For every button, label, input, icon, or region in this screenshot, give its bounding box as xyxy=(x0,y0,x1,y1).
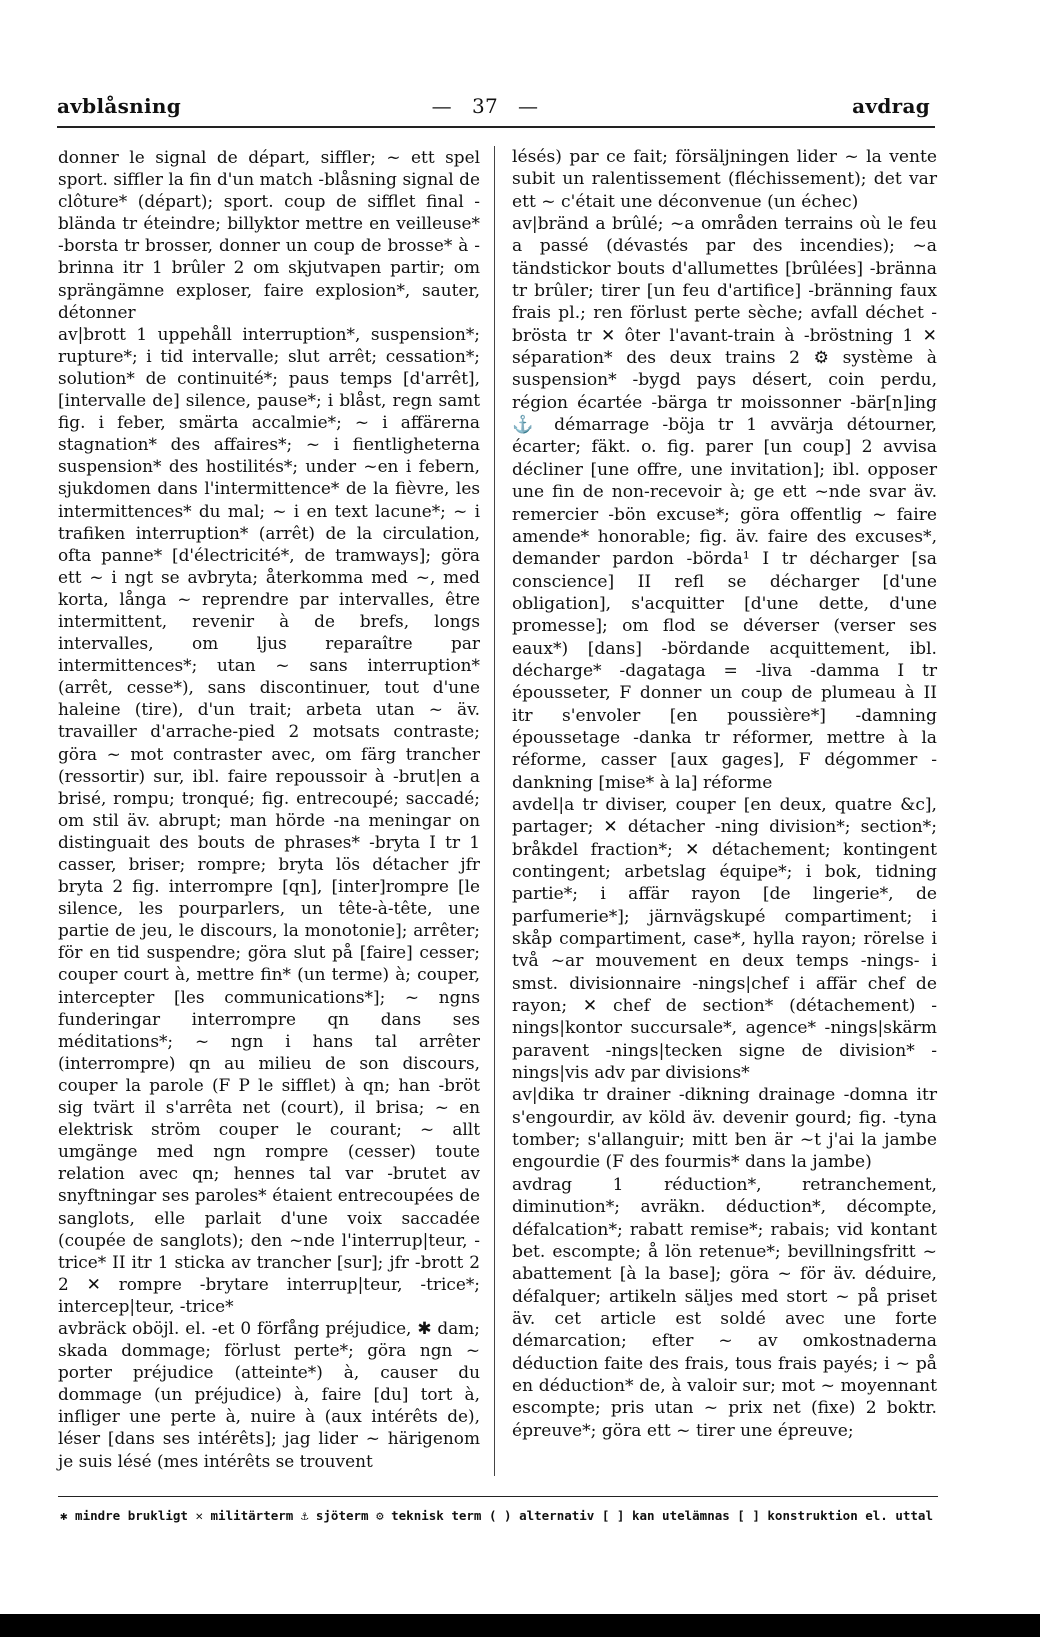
entry-avbrack: avbräck oböjl. el. -et 0 förfång préjudice, ✱ dam; skada dommage; förlust perte*; göra ngn ~ porter préjudice (atteinte*) à, causer du dommage (un préjudice) à, faire [du] tort à, infliger une perte à, nuire à (aux intérêts de), léser [dans ses intérêts]; jag lider ~ härigenom je suis lésé (mes intérêts se trouvent xyxy=(58,1317,480,1471)
entry-avbrack-cont: lésés) par ce fait; försäljningen lider ~ la vente subit un ralentissement (fléchissement); det var ett ~ c'était une déconvenue (un échec) xyxy=(512,147,937,212)
column-divider xyxy=(494,146,495,1476)
header-dash-right: — xyxy=(518,94,539,118)
entry-avbrott: av|brott 1 uppehåll interruption*, suspension*; rupture*; i tid intervalle; slut arrêt; cessation*; solution* de continuité*; paus temps [d'arrêt], [intervalle de] silence, pause*; i blåst, regn samt fig. i feber, smärta accalmie*; ~ i affärerna stagnation* des affaires*; ~ i fientligheterna suspension* des hostilités*; under ~en i febern, sjukdomen dans l'intermittence* de la fièvre, les intermittences* du mal; ~ i en text lacune*; ~ i trafiken interruption* (arrêt) de la circulation, ofta panne* [d'électricité*, de tramways]; göra ett ~ i ngt se avbryta; återkomma med ~, med korta, långa ~ reprendre par intervalles, être intermittent, revenir à de brefs, longs intervalles, om ljus reparaître par intermittences*; utan ~ sans interruption* (arrêt, cesse*), sans discontinuer, tout d'une haleine (tire), d'un trait; arbeta utan ~ äv. travailler d'arrache-pied 2 motsats contraste; göra ~ mot contraster avec, om färg trancher (ressortir) sur, ibl. faire repoussoir à -brut|en a brisé, rompu; tronqué; fig. entrecoupé; saccadé; om stil äv. abrupt; man hörde -na meningar on distinguait des bouts de phrases* -bryta I tr 1 casser, briser; rompre; bryta lös détacher jfr bryta 2 fig. interrompre [qn], [inter]rompre [le silence, les pourparlers, un tête-à-tête, une partie de jeu, le discours, la monotonie]; arrêter; för en tid suspendre; göra slut på [faire] cesser; couper court à, mettre fin* (un terme) à; couper, intercepter [les communications*]; ~ ngns funderingar interrompre qn dans ses méditations*; ~ ngn i hans tal arrêter (interrompre) qn au milieu de son discours, couper la parole (F P le sifflet) à qn; han -bröt sig tvärt il s'arrêta net (court), il brisa; ~ en elektrisk ström couper le courant; ~ allt umgänge med ngn rompre (cesser) toute relation avec qn; hennes tal var -brutet av snyftningar ses paroles* étaient entrecoupées de sanglots, elle parlait d'une voix saccadée (coupée de sanglots); den ~nde l'interrup|teur, -trice* II itr 1 sticka av trancher [sur]; jfr -brott 2 2 ✕ rompre -brytare interrup|teur, -trice*; intercep|teur, -trice* xyxy=(58,323,480,1316)
entry-avdela: avdel|a tr diviser, couper [en deux, quatre &c], partager; ✕ détacher -ning division*; section*; bråkdel fraction*; ✕ détachement; kontingent contingent; arbetslag équipe*; i bok, tidning partie*; i affär rayon [de lingerie*, de parfumerie*]; järnvägskupé compartiment; i skåp compartiment, case*, hylla rayon; rörelse i två ~ar mouvement en deux temps -nings- i smst. divisionnaire -nings|chef i affär chef de rayon; ✕ chef de section* (détachement) -nings|kontor succursale*, agence* -nings|skärm paravent -nings|tecken signe de division* -nings|vis adv par divisions* xyxy=(512,794,937,1084)
symbol-legend: ✱ mindre brukligt ✕ militärterm ⚓ sjöterm ⚙ teknisk term ( ) alternativ [ ] kan utelämnas [ ] konstruktion el. uttal xyxy=(60,1508,933,1523)
page-number: 37 xyxy=(471,94,499,118)
header-left-guideword: avblåsning xyxy=(57,94,182,118)
header-rule xyxy=(57,126,935,128)
entry-avblasning-cont: donner le signal de départ, siffler; ~ ett spel sport. siffler la fin d'un match -blåsning signal de clôture* (départ); sport. coup de sifflet final -blända tr éteindre; billyktor mettre en veilleuse* -borsta tr brosser, donner un coup de brosse* à -brinna itr 1 brûler 2 om skjutvapen partir; om sprängämne exploser, faire explosion*, sauter, détonner xyxy=(58,147,480,322)
header-dash-left: — xyxy=(431,94,452,118)
left-column xyxy=(58,146,480,1472)
header-page-number xyxy=(420,94,550,118)
header-right-guideword: avdrag xyxy=(852,94,930,118)
footer-rule xyxy=(58,1496,938,1497)
entry-avdika: av|dika tr drainer -dikning drainage -domna itr s'engourdir, av köld äv. devenir gourd; fig. -tyna tomber; s'allanguir; mitt ben är ~t j'ai la jambe engourdie (F des fourmis* dans la jambe) xyxy=(512,1085,937,1173)
entry-avbrand: av|bränd a brûlé; ~a områden terrains où le feu a passé (dévastés par des incendies); ~a tändstickor bouts d'allumettes [brûlées] -bränna tr brûler; tirer [un feu d'artifice] -bränning faux frais pl.; ren förlust perte sèche; avfall déchet -brösta tr ✕ ôter l'avant-train à -bröstning 1 ✕ séparation* des deux trains 2 ⚙ système à suspension* -bygd pays désert, coin perdu, région écartée -bärga tr moissonner -bär[n]ing ⚓ démarrage -böja tr 1 avvärja détourner, écarter; fäkt. o. fig. parer [un coup] 2 avvisa décliner [une offre, une invitation]; ibl. opposer une fin de non-recevoir à; ge ett ~nde svar äv. remercier -bön excuse*; göra offentlig ~ faire amende* honorable; fig. äv. faire des excuses*, demander pardon -börda¹ I tr décharger [sa conscience] II refl se décharger [d'une obligation], s'acquitter [d'une dette, d'une promesse]; om flod se déverser (verser ses eaux*) [dans] -bördande acquittement, ibl. décharge* -dagataga = -liva -damma I tr épousseter, F donner un coup de plumeau à II itr s'envoler [en poussière*] -damning époussetage -danka tr réformer, mettre à la réforme, casser [aux gages], F dégommer -dankning [mise* à la] réforme xyxy=(512,214,937,793)
right-column xyxy=(512,146,937,1442)
entry-avdrag: avdrag 1 réduction*, retranchement, diminution*; avräkn. déduction*, décompte, défalcation*; rabatt remise*; rabais; vid kontant bet. escompte; å lön retenue*; bevillningsfritt ~ abattement [à la base]; göra ~ för äv. déduire, défalquer; artikeln säljes med stort ~ på priset äv. cet article est soldé avec une forte démarcation; efter ~ av omkostnaderna déduction faite des frais, tous frais payés; i ~ på en déduction* de, à valoir sur; mot ~ moyennant escompte; pris utan ~ prix net (fixe) 2 boktr. épreuve*; göra ett ~ tirer une épreuve; xyxy=(512,1174,937,1441)
scan-edge-bar xyxy=(0,1614,1040,1637)
